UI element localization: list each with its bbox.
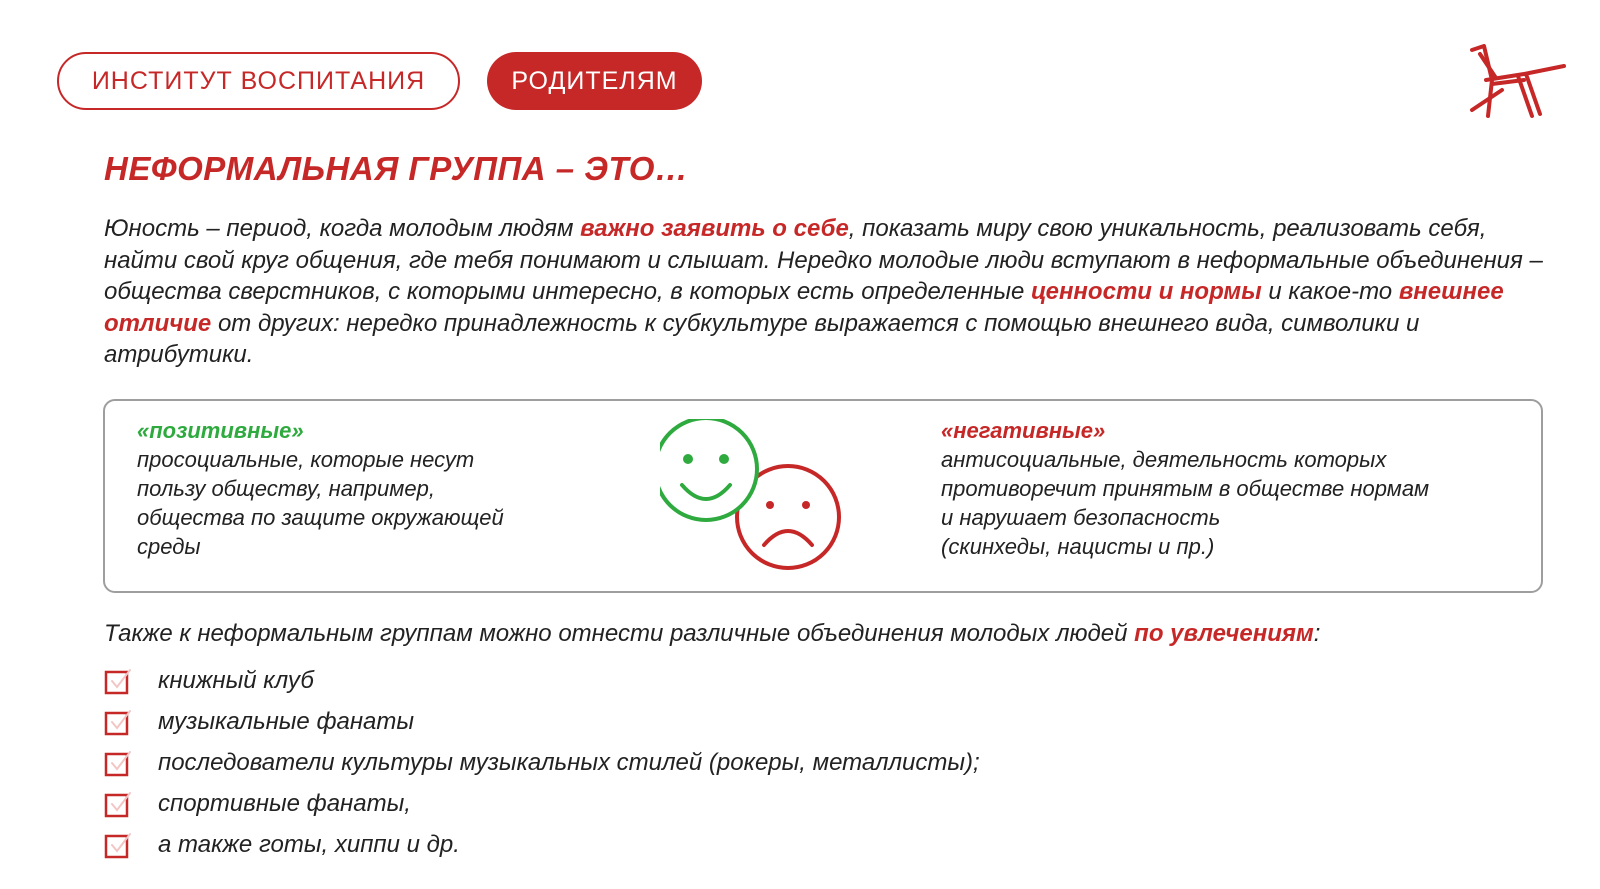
positive-line: пользу обществу, например, — [137, 476, 435, 501]
checkbox-icon — [104, 667, 132, 695]
institute-button[interactable]: ИНСТИТУТ ВОСПИТАНИЯ — [57, 52, 460, 110]
hobby-label: книжный клуб — [158, 666, 314, 694]
checkbox-icon — [104, 708, 132, 736]
intro-paragraph: Юность – период, когда молодым людям важно заявить о себе, показать миру свою уникальность, реализовать себя, найти свой круг общения, где тебя понимают и слышат. Нередко молодые люди вступают в неформальные объединения – общества сверстников, с которыми интересно, в которых есть определенные ценности и нормы и какое-то внешнее отличие от других: нередко принадлежность к субкультуре выражается с помощью внешнего вида, символики и атрибутики. — [104, 215, 1543, 368]
positive-line: среды — [137, 534, 201, 559]
negative-line: противоречит принятым в обществе нормам — [941, 476, 1430, 501]
smiley-face-icon — [660, 419, 757, 520]
highlight-text: по увлечениям — [1134, 620, 1314, 647]
checkbox-icon — [104, 790, 132, 818]
positive-heading: «позитивные» — [137, 418, 304, 443]
highlight-text: ценности и нормы — [1031, 278, 1262, 305]
parents-button[interactable]: РОДИТЕЛЯМ — [487, 52, 702, 110]
checkbox-icon — [104, 831, 132, 859]
positive-line: просоциальные, которые несут — [137, 447, 475, 472]
hobby-label: а также готы, хиппи и др. — [158, 830, 460, 858]
list-item — [104, 660, 980, 701]
positive-line: общества по защите окружающей — [137, 505, 504, 530]
list-item — [104, 783, 980, 824]
negative-heading: «негативные» — [941, 418, 1106, 443]
hobby-label: последователи культуры музыкальных стилей (рокеры, металлисты); — [158, 748, 980, 776]
highlight-text: важно заявить о себе — [580, 215, 849, 242]
page-title: НЕФОРМАЛЬНАЯ ГРУППА – ЭТО… — [104, 150, 689, 187]
hobby-label: музыкальные фанаты — [158, 707, 415, 735]
highlight-text: внешнее отличие — [104, 278, 1504, 337]
horse-logo-icon — [1468, 44, 1568, 124]
group-types-box — [103, 399, 1543, 593]
negative-line: (скинхеды, нацисты и пр.) — [941, 534, 1215, 559]
positive-groups — [137, 416, 607, 561]
faces-illustration — [660, 419, 860, 579]
hobbies-intro: Также к неформальным группам можно отнести различные объединения молодых людей по увлечениям: — [104, 620, 1321, 647]
list-item — [104, 824, 980, 865]
list-item — [104, 742, 980, 783]
checkbox-icon — [104, 749, 132, 777]
negative-line: и нарушает безопасность — [941, 505, 1221, 530]
negative-groups — [941, 416, 1531, 561]
hobbies-list — [104, 660, 980, 865]
list-item — [104, 701, 980, 742]
hobby-label: спортивные фанаты, — [158, 789, 411, 817]
negative-line: антисоциальные, деятельность которых — [941, 447, 1387, 472]
